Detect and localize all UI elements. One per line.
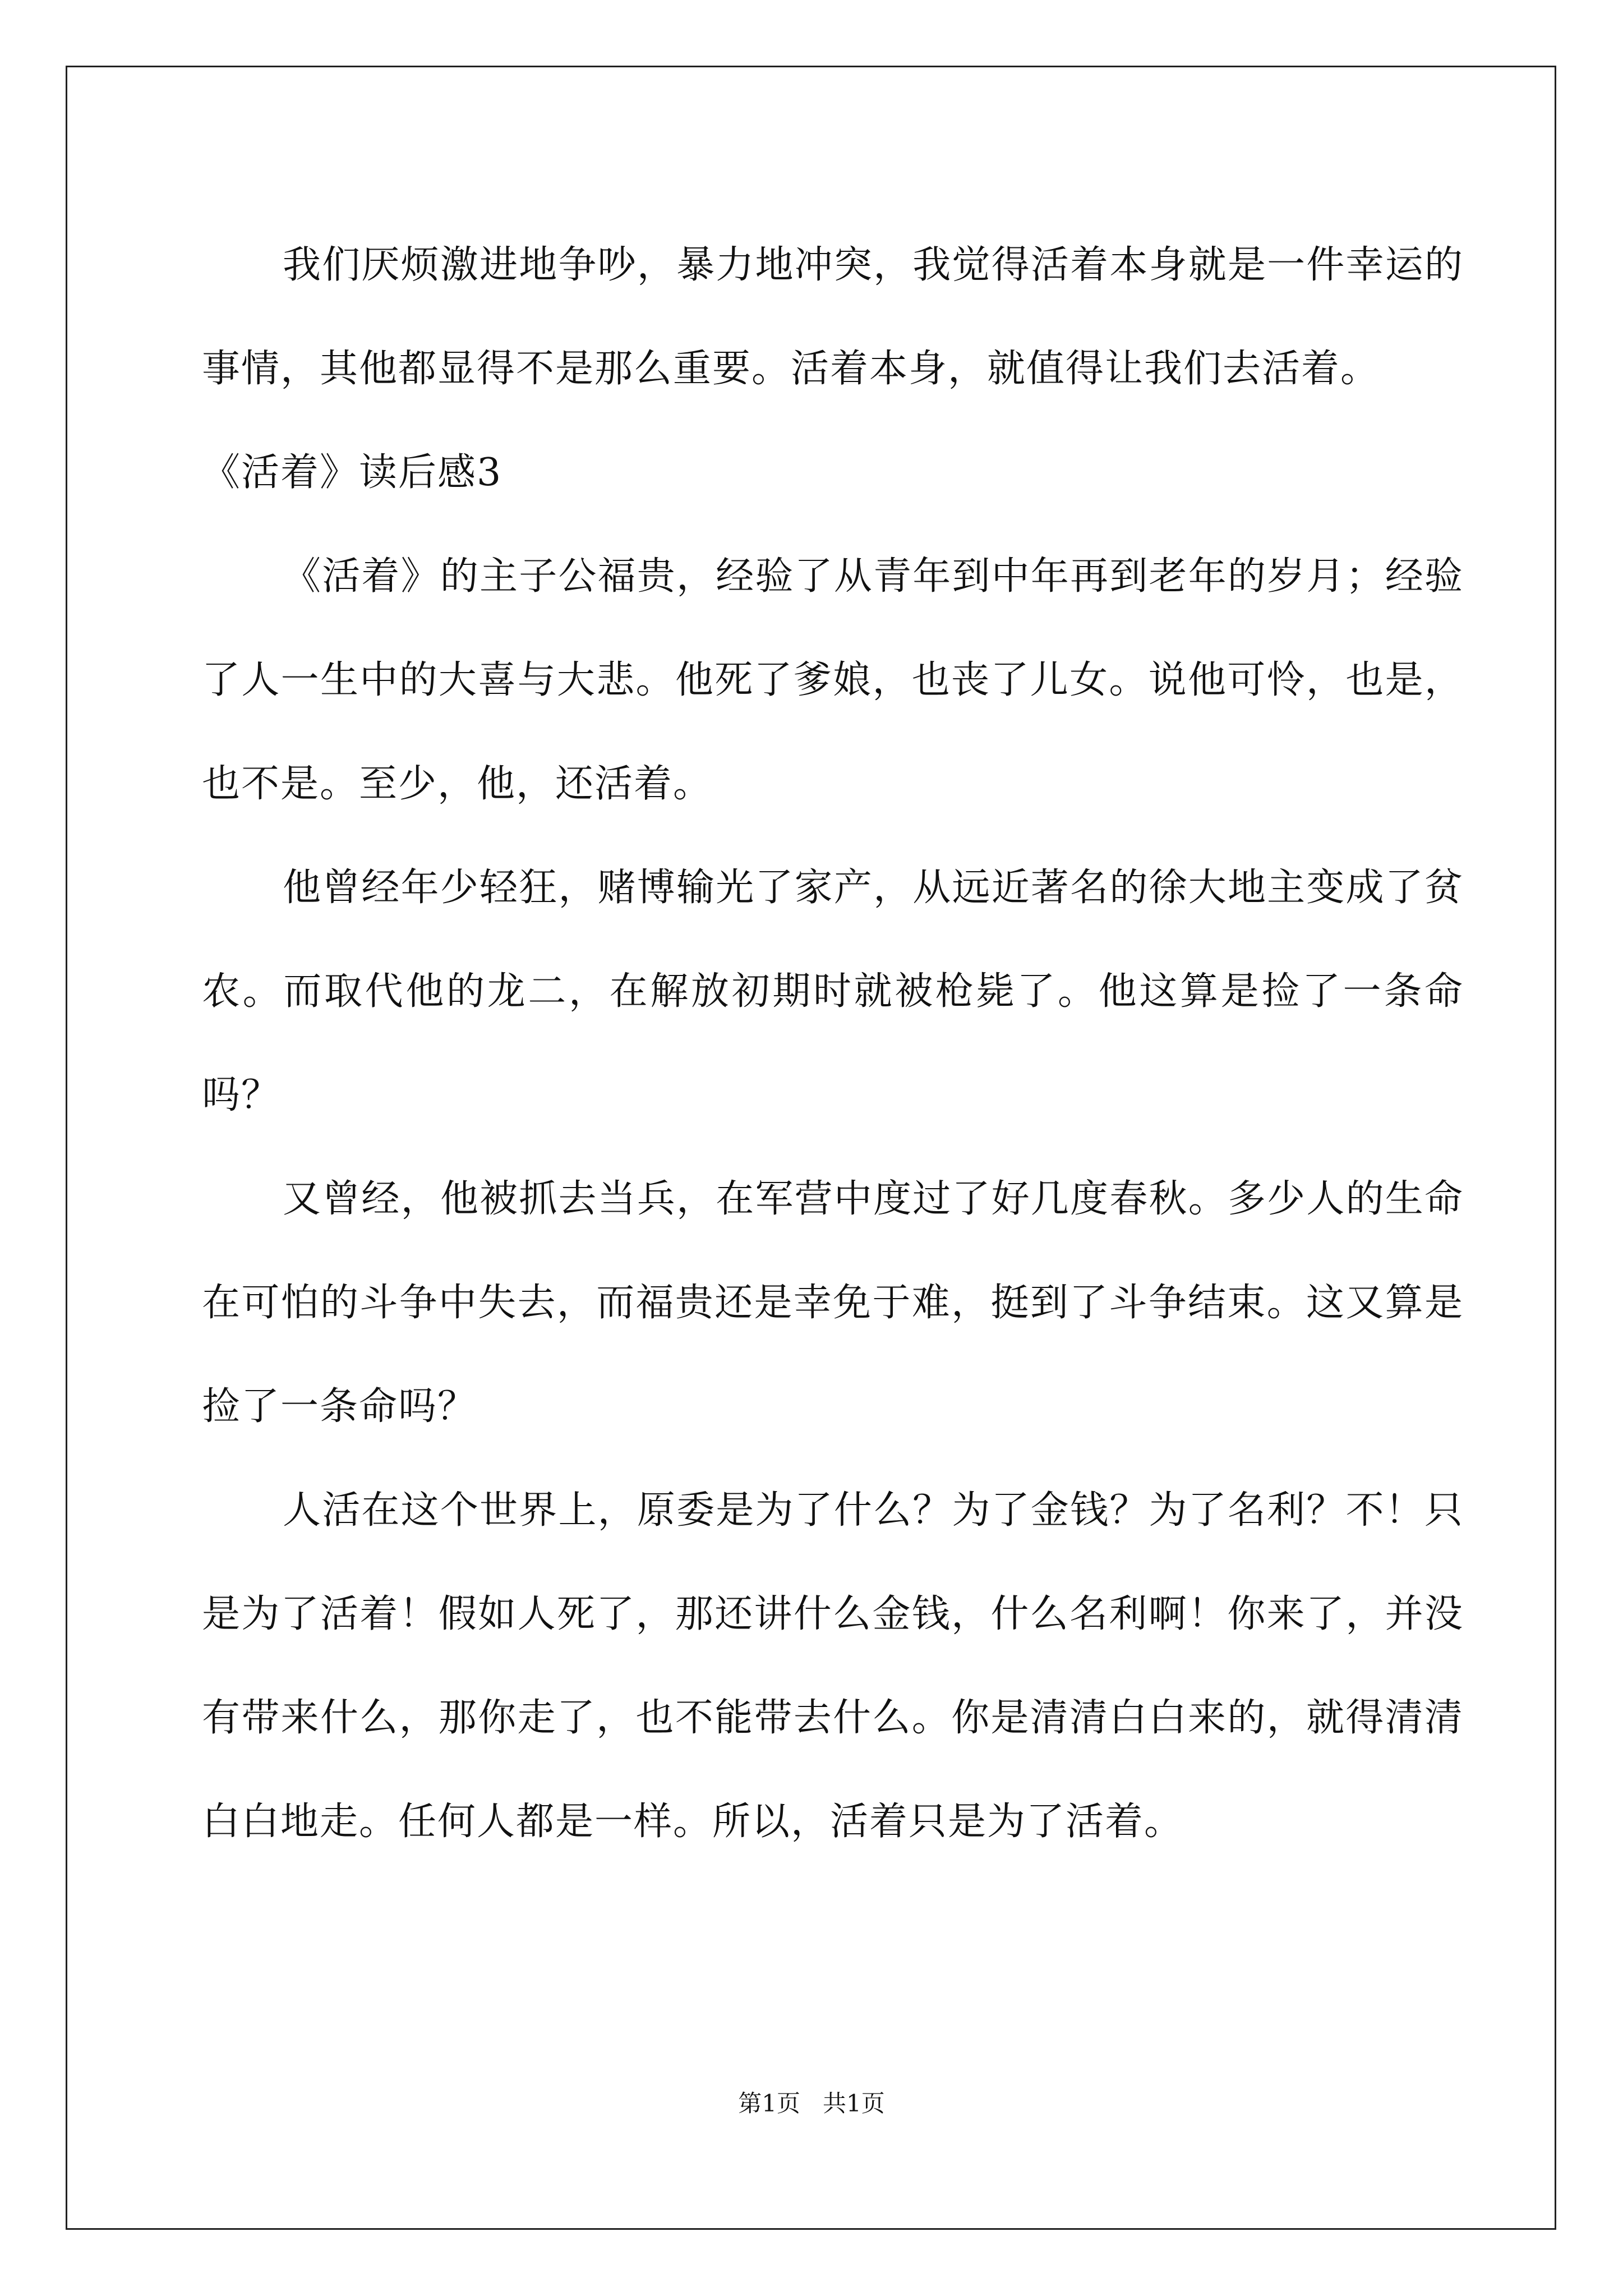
document-body: [202, 213, 1464, 1874]
page-number: 第1页: [738, 2090, 800, 2117]
paragraph-3: 又曾经，他被抓去当兵，在军营中度过了好几度春秋。多少人的生命在可怕的斗争中失去，而福贵还是幸免于难，挺到了斗争结束。这又算是捡了一条命吗？: [202, 1177, 1464, 1429]
paragraph-1: 《活着》的主子公福贵，经验了从青年到中年再到老年的岁月；经验了人一生中的大喜与大悲。他死了爹娘，也丧了儿女。说他可怜，也是，也不是。至少，他，还活着。: [202, 554, 1464, 806]
section-heading: 《活着》读后感3: [202, 450, 502, 495]
page-footer: [0, 2087, 1623, 2120]
paragraph-continuation: 我们厌烦激进地争吵，暴力地冲突，我觉得活着本身就是一件幸运的事情，其他都显得不是那么重要。活着本身，就值得让我们去活着。: [202, 243, 1464, 391]
page-total: 共1页: [823, 2090, 885, 2117]
paragraph-2: 他曾经年少轻狂，赌博输光了家产，从远近著名的徐大地主变成了贫农。而取代他的龙二，在解放初期时就被枪毙了。他这算是捡了一条命吗？: [202, 866, 1464, 1117]
paragraph-4: 人活在这个世界上，原委是为了什么？为了金钱？为了名利？不！只是为了活着！假如人死了，那还讲什么金钱，什么名利啊！你来了，并没有带来什么，那你走了，也不能带去什么。你是清清白白来的，就得清清白白地走。任何人都是一样。所以，活着只是为了活着。: [202, 1488, 1464, 1844]
